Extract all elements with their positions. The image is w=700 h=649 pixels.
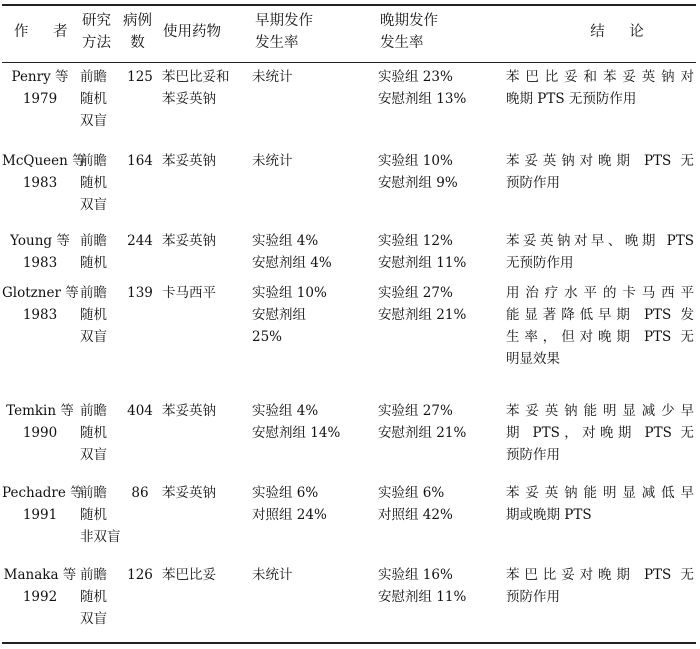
cell-conclusion-line: 期 PTS，对晚期 PTS 无 bbox=[506, 425, 694, 441]
cell-author-line: 1992 bbox=[22, 589, 58, 605]
cell-drug bbox=[162, 400, 252, 422]
cell-conclusion-line: 明显效果 bbox=[506, 351, 560, 367]
cell-early-incidence-line: 实验组 4% bbox=[252, 403, 319, 419]
cell-late-incidence-line: 实验组 6% bbox=[378, 485, 445, 501]
header-cases bbox=[123, 10, 152, 54]
cell-early-incidence-line: 安慰剂组 4% bbox=[252, 255, 332, 271]
header-early bbox=[255, 10, 313, 54]
cell-conclusion bbox=[506, 482, 694, 526]
cell-cases: 164 bbox=[127, 153, 153, 169]
header-author: 作 者 bbox=[14, 24, 78, 40]
cell-drug-line: 苯妥英钠 bbox=[162, 153, 216, 169]
cell-early-incidence bbox=[252, 150, 377, 172]
cell-method-line: 双盲 bbox=[80, 197, 107, 213]
header-drug: 使用药物 bbox=[163, 24, 221, 40]
cell-drug-line: 苯妥英钠 bbox=[162, 485, 216, 501]
cell-late-incidence-line: 对照组 42% bbox=[378, 507, 453, 523]
cell-author-line: McQueen 等 bbox=[2, 153, 86, 169]
cell-conclusion bbox=[506, 282, 694, 370]
cell-author-line: Penry 等 bbox=[11, 69, 69, 85]
cell-late-incidence bbox=[378, 482, 508, 526]
cell-late-incidence-line: 安慰剂组 21% bbox=[378, 425, 467, 441]
cell-author-line: 1991 bbox=[22, 507, 58, 523]
cell-drug-line: 苯巴比妥和 bbox=[162, 69, 230, 85]
cell-conclusion-line: 预防作用 bbox=[506, 447, 560, 463]
cell-method-line: 随机 bbox=[80, 507, 107, 523]
cell-conclusion-line: 苯巴比妥和苯妥英钠对 bbox=[506, 69, 694, 85]
cell-early-incidence-line: 未统计 bbox=[252, 153, 293, 169]
cell-author bbox=[2, 66, 78, 110]
cell-drug bbox=[162, 282, 252, 304]
cell-early-incidence bbox=[252, 564, 377, 586]
cell-late-incidence-line: 实验组 12% bbox=[378, 233, 453, 249]
cell-early-incidence bbox=[252, 282, 377, 348]
cell-author bbox=[2, 564, 78, 608]
cell-author-line: Pechadre 等 bbox=[2, 485, 84, 501]
cell-late-incidence-line: 实验组 10% bbox=[378, 153, 453, 169]
cell-method-line: 前瞻 bbox=[80, 153, 107, 169]
table-top-rule bbox=[2, 4, 696, 6]
cell-late-incidence-line: 安慰剂组 21% bbox=[378, 307, 467, 323]
cell-late-incidence-line: 安慰剂组 9% bbox=[378, 175, 458, 191]
cell-early-incidence-line: 未统计 bbox=[252, 567, 293, 583]
cell-conclusion-line: 能显著降低早期 PTS 发 bbox=[506, 307, 694, 323]
cell-conclusion-line: 苯妥英钠能明显减低早 bbox=[506, 485, 694, 501]
cell-late-incidence-line: 实验组 27% bbox=[378, 403, 453, 419]
cell-conclusion-line: 预防作用 bbox=[506, 589, 560, 605]
cell-conclusion-line: 无预防作用 bbox=[506, 255, 574, 271]
cell-early-incidence-line: 实验组 6% bbox=[252, 485, 319, 501]
cell-conclusion bbox=[506, 400, 694, 466]
cell-author-line: Manaka 等 bbox=[3, 567, 77, 583]
header-method bbox=[82, 10, 111, 54]
header-late bbox=[380, 10, 438, 54]
cell-author bbox=[2, 400, 78, 444]
cell-drug bbox=[162, 66, 252, 110]
cell-early-incidence-line: 对照组 24% bbox=[252, 507, 327, 523]
cell-early-incidence-line: 25% bbox=[252, 329, 283, 345]
cell-drug bbox=[162, 564, 252, 586]
cell-method-line: 前瞻 bbox=[80, 485, 107, 501]
cell-late-incidence-line: 安慰剂组 11% bbox=[378, 255, 467, 271]
header-method-line: 方法 bbox=[82, 35, 111, 51]
cell-drug-line: 苯巴比妥 bbox=[162, 567, 216, 583]
trial-table bbox=[2, 4, 696, 644]
cell-early-incidence-line: 实验组 4% bbox=[252, 233, 319, 249]
header-cases-line: 数 bbox=[130, 35, 145, 51]
header-late-line: 晚期发作 bbox=[380, 13, 438, 29]
table-bottom-rule bbox=[2, 642, 696, 644]
cell-late-incidence bbox=[378, 400, 508, 444]
cell-drug-line: 苯妥英钠 bbox=[162, 403, 216, 419]
cell-late-incidence bbox=[378, 66, 508, 110]
cell-method-line: 双盲 bbox=[80, 447, 107, 463]
cell-drug bbox=[162, 150, 252, 172]
cell-author-line: Young 等 bbox=[10, 233, 70, 249]
cell-method-line: 随机 bbox=[80, 425, 107, 441]
cell-method bbox=[80, 482, 120, 548]
cell-late-incidence-line: 实验组 23% bbox=[378, 69, 453, 85]
cell-cases: 86 bbox=[131, 485, 149, 501]
cell-author-line: 1983 bbox=[22, 175, 58, 191]
cell-method bbox=[80, 66, 120, 132]
cell-drug-line: 苯妥英钠 bbox=[162, 233, 216, 249]
cell-method-line: 非双盲 bbox=[80, 529, 121, 545]
cell-conclusion-line: 生率，但对晚期 PTS 无 bbox=[506, 329, 694, 345]
cell-early-incidence-line: 实验组 10% bbox=[252, 285, 327, 301]
cell-conclusion-line: 预防作用 bbox=[506, 175, 560, 191]
cell-method-line: 双盲 bbox=[80, 329, 107, 345]
cell-method bbox=[80, 400, 120, 466]
cell-method-line: 前瞻 bbox=[80, 233, 107, 249]
cell-conclusion-line: 期或晚期 PTS bbox=[506, 507, 592, 523]
cell-late-incidence bbox=[378, 564, 508, 608]
header-early-line: 发生率 bbox=[255, 35, 299, 51]
cell-early-incidence-line: 安慰剂组 14% bbox=[252, 425, 341, 441]
cell-author-line: 1983 bbox=[22, 307, 58, 323]
cell-author bbox=[2, 230, 78, 274]
cell-method bbox=[80, 150, 120, 216]
cell-conclusion-line: 用治疗水平的卡马西平 bbox=[506, 285, 694, 301]
cell-conclusion bbox=[506, 230, 694, 274]
cell-conclusion-line: 苯妥英钠对早、晚期 PTS bbox=[506, 233, 694, 249]
cell-author bbox=[2, 150, 86, 194]
cell-cases: 139 bbox=[127, 285, 153, 301]
cell-early-incidence-line: 安慰剂组 bbox=[252, 307, 306, 323]
cell-cases: 125 bbox=[127, 69, 153, 85]
cell-conclusion bbox=[506, 564, 694, 608]
cell-method-line: 随机 bbox=[80, 307, 107, 323]
cell-author-line: 1983 bbox=[22, 255, 58, 271]
cell-method bbox=[80, 564, 120, 630]
cell-method-line: 随机 bbox=[80, 91, 107, 107]
cell-author bbox=[2, 482, 84, 526]
cell-method-line: 双盲 bbox=[80, 113, 107, 129]
cell-drug bbox=[162, 230, 252, 252]
cell-late-incidence-line: 安慰剂组 13% bbox=[378, 91, 467, 107]
table-header-rule bbox=[2, 62, 696, 63]
cell-conclusion bbox=[506, 66, 694, 110]
header-early-line: 早期发作 bbox=[255, 13, 313, 29]
cell-conclusion-line: 晚期 PTS 无预防作用 bbox=[506, 91, 637, 107]
header-method-line: 研究 bbox=[82, 13, 111, 29]
cell-early-incidence bbox=[252, 400, 377, 444]
cell-drug-line: 苯妥英钠 bbox=[162, 91, 216, 107]
cell-author-line: Glotzner 等 bbox=[2, 285, 79, 301]
cell-late-incidence bbox=[378, 150, 508, 194]
cell-method-line: 随机 bbox=[80, 175, 107, 191]
cell-drug bbox=[162, 482, 252, 504]
cell-method-line: 前瞻 bbox=[80, 69, 107, 85]
cell-method-line: 前瞻 bbox=[80, 403, 107, 419]
cell-author bbox=[2, 282, 78, 326]
cell-early-incidence bbox=[252, 66, 377, 88]
cell-conclusion bbox=[506, 150, 694, 194]
cell-late-incidence bbox=[378, 230, 508, 274]
cell-method-line: 前瞻 bbox=[80, 567, 107, 583]
cell-author-line: Temkin 等 bbox=[6, 403, 74, 419]
cell-cases: 404 bbox=[127, 403, 153, 419]
cell-method-line: 随机 bbox=[80, 589, 107, 605]
cell-method bbox=[80, 282, 120, 348]
cell-late-incidence-line: 安慰剂组 11% bbox=[378, 589, 467, 605]
header-conclusion: 结 论 bbox=[590, 24, 654, 40]
cell-author-line: 1979 bbox=[22, 91, 58, 107]
cell-conclusion-line: 苯妥英钠能明显减少早 bbox=[506, 403, 694, 419]
cell-method-line: 双盲 bbox=[80, 611, 107, 627]
cell-method-line: 前瞻 bbox=[80, 285, 107, 301]
cell-cases: 126 bbox=[127, 567, 153, 583]
cell-method-line: 随机 bbox=[80, 255, 107, 271]
cell-cases: 244 bbox=[127, 233, 153, 249]
cell-early-incidence-line: 未统计 bbox=[252, 69, 293, 85]
cell-early-incidence bbox=[252, 230, 377, 274]
table-header-row bbox=[2, 10, 696, 58]
cell-late-incidence bbox=[378, 282, 508, 326]
cell-drug-line: 卡马西平 bbox=[162, 285, 216, 301]
cell-late-incidence-line: 实验组 27% bbox=[378, 285, 453, 301]
cell-method bbox=[80, 230, 120, 274]
header-late-line: 发生率 bbox=[380, 35, 424, 51]
header-cases-line: 病例 bbox=[123, 13, 152, 29]
cell-conclusion-line: 苯巴比妥对晚期 PTS 无 bbox=[506, 567, 694, 583]
cell-early-incidence bbox=[252, 482, 377, 526]
cell-late-incidence-line: 实验组 16% bbox=[378, 567, 453, 583]
cell-author-line: 1990 bbox=[22, 425, 58, 441]
cell-conclusion-line: 苯妥英钠对晚期 PTS 无 bbox=[506, 153, 694, 169]
